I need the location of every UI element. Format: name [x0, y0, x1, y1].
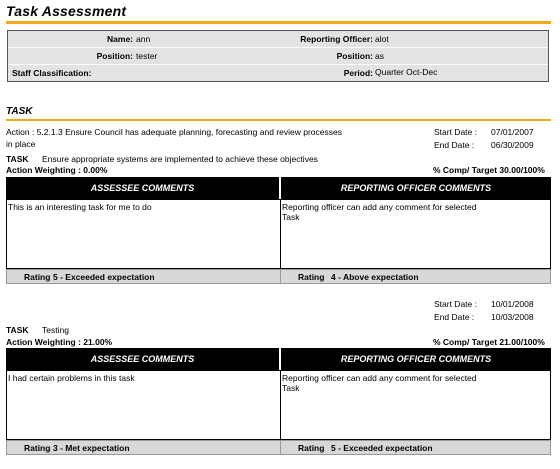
assessee-rating-value: 3 - Met expectation — [53, 443, 130, 453]
info-row-position — [8, 48, 548, 65]
action-weighting: Action Weighting : 0.00% — [6, 165, 108, 175]
officer-comment-box[interactable] — [280, 370, 551, 440]
end-date-label: End Date : — [434, 312, 475, 322]
reporting-officer-label: Reporting Officer: — [300, 34, 373, 44]
position-value: tester — [136, 51, 158, 61]
info-row-name — [8, 31, 548, 48]
assessee-comment-box[interactable] — [6, 370, 281, 440]
period-label: Period: — [343, 68, 373, 78]
comp-target: % Comp/ Target 21.00/100% — [433, 337, 545, 347]
officer-rating-label: Rating — [298, 443, 325, 453]
start-date-value: 10/01/2008 — [491, 299, 534, 309]
action-text: Action : 5.2.1.3 Ensure Council has adequate planning, forecasting and review processes — [6, 127, 342, 137]
task-label: TASK — [6, 325, 29, 335]
assessee-rating-bar — [6, 269, 281, 284]
action-text-continued: in place — [6, 139, 36, 149]
end-date-value: 10/03/2008 — [491, 312, 534, 322]
officer-rating-label: Rating — [298, 272, 325, 282]
start-date-label: Start Date : — [434, 299, 477, 309]
action-weighting: Action Weighting : 21.00% — [6, 337, 113, 347]
assessee-comments-header: ASSESSEE COMMENTS — [6, 177, 279, 199]
task-description: Testing — [42, 325, 69, 335]
assessee-comment-text: I had certain problems in this task — [8, 373, 135, 383]
name-label: Name: — [107, 34, 133, 44]
staff-info-panel — [7, 30, 549, 82]
task-description: Ensure appropriate systems are implemented to achieve these objectives — [42, 154, 318, 164]
reporting-officer-value: alot — [375, 34, 389, 44]
officer-comment-text-continued: Task — [282, 383, 300, 393]
name-value: ann — [136, 34, 151, 44]
assessee-comment-text: This is an interesting task for me to do — [8, 202, 152, 212]
assessee-comment-box[interactable] — [6, 199, 281, 269]
assessee-comments-header: ASSESSEE COMMENTS — [6, 348, 279, 370]
page-title: Task Assessment — [6, 3, 127, 19]
assessee-rating-label: Rating — [24, 272, 51, 282]
end-date-value: 06/30/2009 — [491, 140, 534, 150]
end-date-label: End Date : — [434, 140, 475, 150]
start-date-value: 07/01/2007 — [491, 127, 534, 137]
ro-position-label: Position: — [336, 51, 373, 61]
officer-comment-text: Reporting officer can add any comment for selected — [282, 202, 477, 212]
officer-comment-text-continued: Task — [282, 212, 300, 222]
assessee-rating-label: Rating — [24, 443, 51, 453]
officer-rating-bar — [280, 269, 551, 284]
title-divider — [6, 21, 551, 24]
officer-comment-text: Reporting officer can add any comment for selected — [282, 373, 477, 383]
assessee-rating-bar — [6, 440, 281, 455]
officer-comments-header: REPORTING OFFICER COMMENTS — [281, 348, 551, 370]
comp-target: % Comp/ Target 30.00/100% — [433, 165, 545, 175]
ro-position-value: as — [375, 51, 384, 61]
info-row-classification — [8, 65, 548, 81]
assessee-rating-value: 5 - Exceeded expectation — [53, 272, 155, 282]
section-divider — [6, 119, 551, 121]
section-title: TASK — [6, 106, 33, 117]
period-value: Quarter Oct-Dec — [375, 67, 438, 77]
classification-label: Staff Classification: — [12, 68, 92, 78]
officer-comments-header: REPORTING OFFICER COMMENTS — [281, 177, 551, 199]
task-label: TASK — [6, 154, 29, 164]
officer-rating-bar — [280, 440, 551, 455]
officer-comment-box[interactable] — [280, 199, 551, 269]
officer-rating-value: 5 - Exceeded expectation — [331, 443, 433, 453]
officer-rating-value: 4 - Above expectation — [331, 272, 419, 282]
position-label: Position: — [96, 51, 133, 61]
start-date-label: Start Date : — [434, 127, 477, 137]
